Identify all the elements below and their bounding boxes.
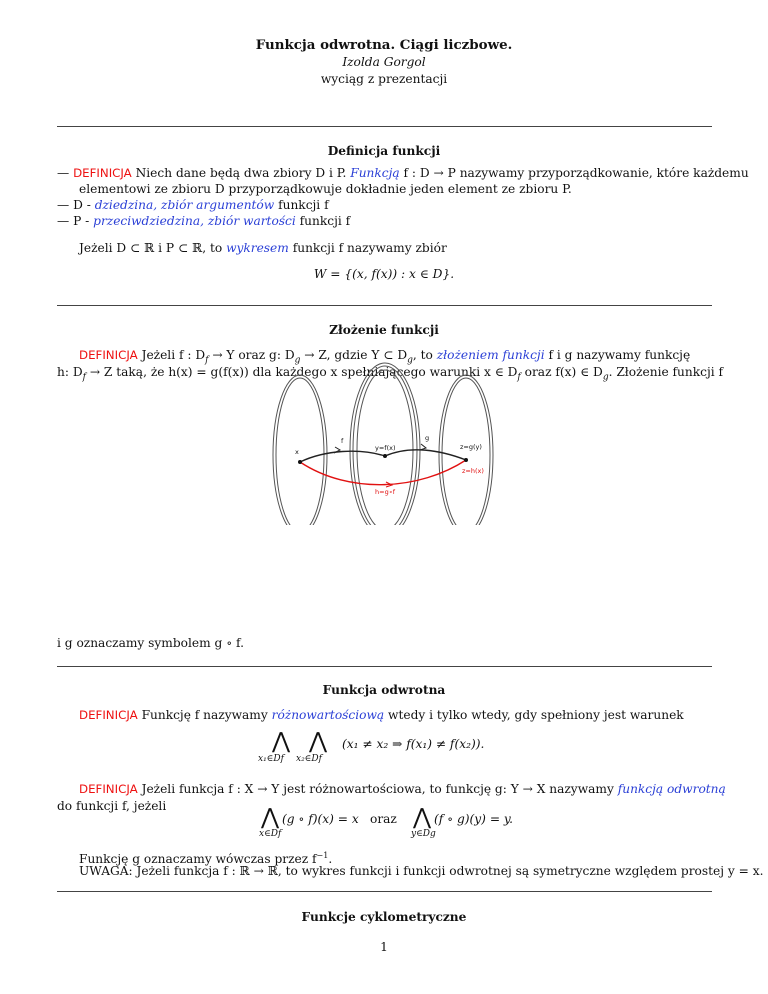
big-and-2: ⋀ xyxy=(309,729,328,754)
symmetry-note: UWAGA: Jeżeli funkcja f : ℝ → ℝ, to wykres funkcji i funkcji odwrotnej są symetryczne względem prostej y = x. xyxy=(79,864,764,878)
section-title-cyclometric: Funkcje cyklometryczne xyxy=(301,910,467,924)
def-item-3: — P - przeciwdziedzina, zbiór wartości funkcji f xyxy=(57,214,351,228)
label-g: g xyxy=(425,434,430,442)
inverse-def-line-2: do funkcji f, jeżeli xyxy=(57,799,167,813)
arrow-f xyxy=(300,451,385,462)
formula-fog: (f ∘ g)(y) = y. xyxy=(434,812,514,826)
term-function: Funkcją xyxy=(350,166,400,180)
term-injective: różnowartościową xyxy=(271,708,385,722)
injective-formula: (x₁ ≠ x₂ ⇒ f(x₁) ≠ f(x₂)). xyxy=(342,737,485,751)
inverse-notation: Funkcję g oznaczamy wówczas przez $f^{-1}$. xyxy=(79,851,333,867)
term-composition: złożeniem funkcji xyxy=(436,348,545,362)
quantifier-x2: x₂∈Df xyxy=(296,754,322,764)
page-number: 1 xyxy=(380,940,388,954)
composition-diagram xyxy=(270,290,510,525)
term-graph: wykresem xyxy=(226,241,289,255)
definition-keyword: DEFINICJA xyxy=(73,166,132,180)
label-h: h=g∘f xyxy=(375,488,396,496)
section-title-inverse: Funkcja odwrotna xyxy=(322,683,446,697)
section-divider xyxy=(57,666,712,667)
quantifier-x: x∈Df xyxy=(259,829,282,839)
composition-notation: i g oznaczamy symbolem g ∘ f. xyxy=(57,636,245,650)
def-item-1: — DEFINICJA Niech dane będą dwa zbiory D i P. Funkcją f : D → P nazywamy przyporządkowanie, które każdemu xyxy=(57,166,749,180)
composition-def-line-1: DEFINICJA Jeżeli f : $D_f \to Y$ oraz g: $D_g \to Z$, gdzie Y ⊂ $D_g$, to złożeniem funkcji f i g nazywamy funkcję xyxy=(79,348,691,366)
graph-formula: W = {(x, f(x)) : x ∈ D}. xyxy=(313,267,455,281)
def-item-1-cont: elementowi ze zbioru D przyporządkowuje dokładnie jeden element ze zbioru P. xyxy=(79,182,572,196)
term-domain: dziedzina, zbiór argumentów xyxy=(94,198,275,212)
definition-keyword: DEFINICJA xyxy=(79,708,138,722)
graph-definition: Jeżeli D ⊂ ℝ i P ⊂ ℝ, to wykresem funkcji f nazywamy zbiór xyxy=(79,241,447,255)
arrow-g xyxy=(385,450,466,460)
term-inverse: funkcją odwrotną xyxy=(617,782,726,796)
injective-def: DEFINICJA Funkcję f nazywamy różnowartościową wtedy i tylko wtedy, gdy spełniony jest warunek xyxy=(79,708,684,722)
label-y: y=f(x) xyxy=(375,444,396,452)
label-zh: z=h(x) xyxy=(462,467,484,475)
label-f: f xyxy=(341,437,344,445)
point-x xyxy=(298,460,302,464)
document-title: Funkcja odwrotna. Ciągi liczbowe. xyxy=(255,37,513,53)
composition-def-line-2: h: $D_f \to Z$ taką, że h(x) = g(f(x)) dla każdego x spełniającego warunki x ∈ $D_f$ oraz f(x) ∈ $D_g$. Złożenie funkcji f xyxy=(57,365,724,383)
subtitle: wyciąg z prezentacji xyxy=(320,72,448,86)
big-and-3: ⋀ xyxy=(261,805,280,830)
label-x: x xyxy=(295,448,299,456)
section-title-definition: Definicja funkcji xyxy=(327,144,441,158)
section-divider xyxy=(57,891,712,892)
term-codomain: przeciwdziedzina, zbiór wartości xyxy=(93,214,296,228)
inverse-def-line-1: DEFINICJA Jeżeli funkcja f : X → Y jest różnowartościowa, to funkcję g: Y → X nazywamy funkcją odwrotną xyxy=(79,782,726,796)
section-divider xyxy=(57,126,712,127)
author: Izolda Gorgol xyxy=(342,55,426,69)
word-oraz: oraz xyxy=(370,812,397,826)
big-and-4: ⋀ xyxy=(413,805,432,830)
quantifier-y: y∈Dg xyxy=(411,829,436,839)
formula-gof: (g ∘ f)(x) = x xyxy=(282,812,359,826)
quantifier-x1: x₁∈Df xyxy=(258,754,284,764)
definition-keyword: DEFINICJA xyxy=(79,348,138,362)
point-z xyxy=(464,458,468,462)
big-and-1: ⋀ xyxy=(272,729,291,754)
label-z: z=g(y) xyxy=(460,443,482,451)
def-item-2: — D - dziedzina, zbiór argumentów funkcji f xyxy=(57,198,329,212)
point-y xyxy=(383,454,387,458)
section-title-composition: Złożenie funkcji xyxy=(329,323,439,337)
definition-keyword: DEFINICJA xyxy=(79,782,138,796)
arrow-h xyxy=(300,460,466,485)
